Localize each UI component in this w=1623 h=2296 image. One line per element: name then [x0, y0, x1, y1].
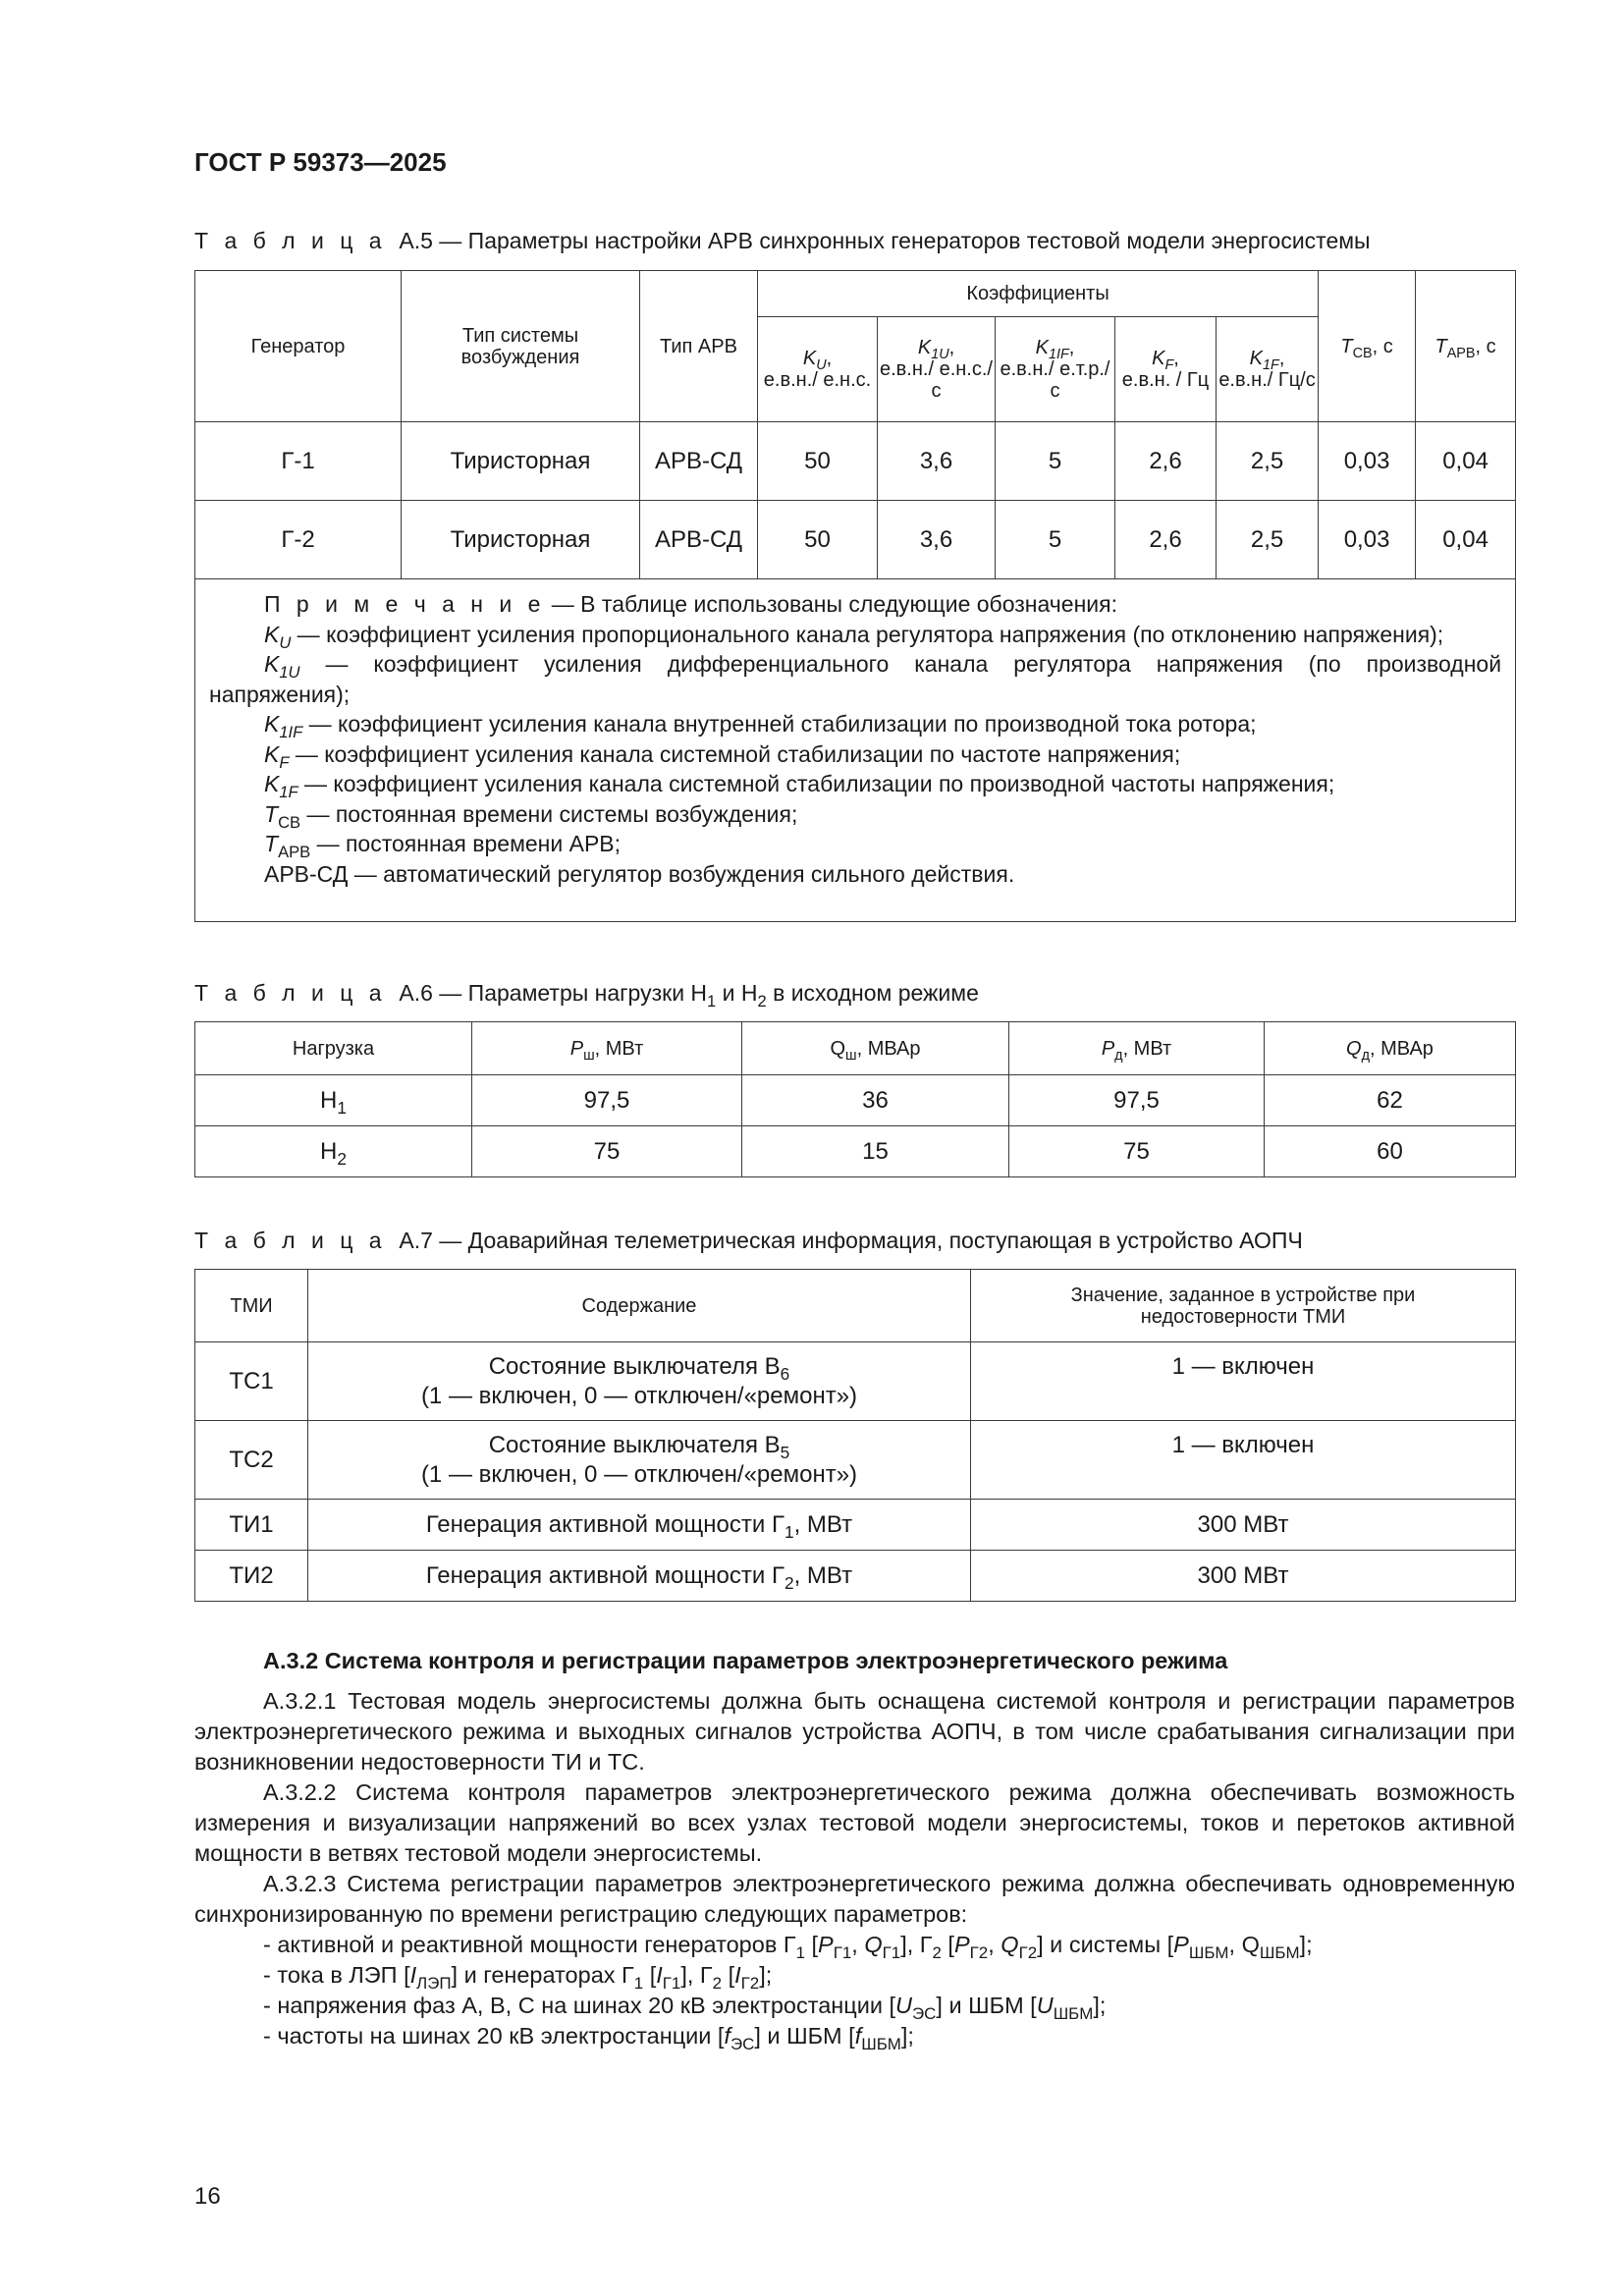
header-content: Содержание: [308, 1270, 971, 1342]
table-header-row: [195, 1270, 1516, 1342]
cell-content: Состояние выключателя $В_5$ (1 — включен, 0 — отключен/«ремонт»): [308, 1421, 971, 1500]
list-item: - активной и реактивной мощности генераторов $Г_1$ [$P_{Г1}$, $Q_{Г1}$], $Г_2$ [$P_{Г2}$, $Q_{Г2}$] и системы [$P_{ШБМ}$, $Q_{ШБМ}$];: [263, 1932, 1313, 1962]
note-ku: $K_U$ — коэффициент усиления пропорционального канала регулятора напряжения (по отклонению напряжения);: [264, 621, 1444, 652]
table-row: [195, 1421, 1516, 1500]
cell-kf: 2,6: [1115, 422, 1217, 501]
header-qd: $Q_д$, МВАр: [1265, 1022, 1516, 1075]
cell-ku: 50: [758, 422, 878, 501]
table-row: [195, 422, 1516, 501]
cell-generator: Г-2: [195, 501, 402, 579]
section-heading: А.3.2 Система контроля и регистрации параметров электроэнергетического режима: [263, 1648, 1228, 1673]
list-item: - напряжения фаз А, В, С на шинах 20 кВ электростанции $[U_{ЭС}]$ и ШБМ $[U_{ШБМ}]$;: [263, 1993, 1107, 2023]
table-caption-text: А.5 — Параметры настройки АРВ синхронных генераторов тестовой модели энергосистемы: [399, 228, 1371, 253]
table-note: П р и м е ч а н и е — В таблице использованы следующие обозначения: $K_U$ — коэффициент усиления пропорционального канала регулятора напряжения (по отклонению напряжения); $K_{1U}$ — коэффициент усиления дифференциального канала регулятора напряжения (по производной напряжения); $K_{1IF}$ — коэффициент усиления канала внутренней стабилизации по производной тока ротора; $K_F$ — коэффициент усиления канала системной стабилизации по частоте напряжения; $K_{1F}$ — коэффициент усиления канала системной стабилизации по производной частоты напряжения; $T_{СВ}$ — постоянная времени системы возбуждения; $T_{АРВ}$ — постоянная времени АРВ; АРВ-СД — автоматический регулятор возбуждения сильного действия.: [195, 579, 1516, 922]
cell-value: 300 МВт: [971, 1500, 1516, 1551]
table-header-row: [195, 1022, 1516, 1075]
cell-kf: 2,6: [1115, 501, 1217, 579]
cell-arv: АРВ-СД: [640, 501, 758, 579]
cell-content: Состояние выключателя $В_6$ (1 — включен, 0 — отключен/«ремонт»): [308, 1342, 971, 1421]
paragraph: А.3.2.1 Тестовая модель энергосистемы должна быть оснащена системой контроля и регистрации параметров электроэнергетического режима и выходных сигналов устройства АОПЧ, в том числе срабатывания сигнализации при возникновении недостоверности ТИ и ТС.: [194, 1688, 1515, 1775]
note-k1f: $K_{1F}$ — коэффициент усиления канала системной стабилизации по производной частоты напряжения;: [264, 771, 1335, 801]
note-tsv: $T_{СВ}$ — постоянная времени системы возбуждения;: [264, 800, 798, 832]
list-item: - тока в ЛЭП $[I_{ЛЭП}]$ и генераторах $Г_1$ $[I_{Г1}]$, $Г_2$ $[I_{Г2}]$;: [263, 1962, 773, 1993]
header-ku: $K_U$, е.в.н./ е.н.с.: [758, 317, 878, 422]
table-note-row: [195, 579, 1516, 922]
note-label: П р и м е ч а н и е: [264, 591, 546, 617]
header-k1u: $K_{1U}$, е.в.н./ е.н.с./с: [878, 317, 996, 422]
cell-tsv: 0,03: [1319, 422, 1416, 501]
header-tarv: $T_{АРВ}$, с: [1416, 271, 1516, 422]
table-caption-prefix: Т а б л и ц а: [194, 228, 387, 253]
section-body: [194, 1646, 1515, 2051]
cell-tsv: 0,03: [1319, 501, 1416, 579]
header-arv-type: Тип АРВ: [640, 271, 758, 422]
cell-generator: Г-1: [195, 422, 402, 501]
cell-tmi: ТС2: [195, 1421, 308, 1500]
cell-pd: 97,5: [1009, 1075, 1265, 1126]
header-kf: $K_F$, е.в.н. / Гц: [1115, 317, 1217, 422]
cell-qsh: 15: [742, 1126, 1009, 1177]
table-row: [195, 1126, 1516, 1177]
table-row: [195, 1551, 1516, 1602]
header-coefficients: Коэффициенты: [758, 271, 1319, 317]
header-value: Значение, заданное в устройстве при недостоверности ТМИ: [971, 1270, 1516, 1342]
table-a5: [194, 270, 1516, 922]
cell-k1u: 3,6: [878, 422, 996, 501]
table-a6-caption: Т а б л и ц а А.6 — Параметры нагрузки $Н_1$ и $Н_2$ в исходном режиме: [194, 980, 979, 1011]
header-pd: $P_д$, МВт: [1009, 1022, 1265, 1075]
table-row: [195, 1342, 1516, 1421]
cell-load: $Н_2$: [195, 1126, 472, 1177]
cell-ku: 50: [758, 501, 878, 579]
paragraph: А.3.2.3 Система регистрации параметров электроэнергетического режима должна обеспечивать одновременную синхронизированную по времени регистрацию следующих параметров:: [194, 1871, 1515, 1927]
table-header-row: [195, 271, 1516, 317]
cell-k1if: 5: [996, 422, 1115, 501]
cell-k1u: 3,6: [878, 501, 996, 579]
cell-k1f: 2,5: [1217, 501, 1319, 579]
note-k1if: $K_{1IF}$ — коэффициент усиления канала внутренней стабилизации по производной тока ротора;: [264, 711, 1257, 741]
header-k1if: $K_{1IF}$, е.в.н./ е.т.р./с: [996, 317, 1115, 422]
table-row: [195, 1500, 1516, 1551]
note-arvsd: АРВ-СД — автоматический регулятор возбуждения сильного действия.: [264, 860, 1015, 887]
document-header: ГОСТ Р 59373—2025: [194, 147, 447, 177]
paragraph: А.3.2.2 Система контроля параметров электроэнергетического режима должна обеспечивать возможность измерения и визуализации напряжений во всех узлах тестовой модели энергосистемы, токов и перетоков активной мощности в ветвях тестовой модели энергосистемы.: [194, 1779, 1515, 1866]
cell-value: 300 МВт: [971, 1551, 1516, 1602]
cell-tmi: ТС1: [195, 1342, 308, 1421]
cell-excitation: Тиристорная: [402, 422, 640, 501]
cell-load: $Н_1$: [195, 1075, 472, 1126]
cell-k1f: 2,5: [1217, 422, 1319, 501]
cell-qd: 60: [1265, 1126, 1516, 1177]
table-row: [195, 501, 1516, 579]
cell-k1if: 5: [996, 501, 1115, 579]
cell-qsh: 36: [742, 1075, 1009, 1126]
table-a5-caption: [194, 228, 1371, 254]
cell-content: Генерация активной мощности $Г_2$, МВт: [308, 1551, 971, 1602]
table-a7: [194, 1269, 1516, 1602]
cell-excitation: Тиристорная: [402, 501, 640, 579]
cell-psh: 75: [472, 1126, 742, 1177]
cell-psh: 97,5: [472, 1075, 742, 1126]
note-k1u: $K_{1U}$ — коэффициент усиления дифференциального канала регулятора напряжения (по производной напряжения);: [209, 651, 1502, 707]
cell-arv: АРВ-СД: [640, 422, 758, 501]
cell-tarv: 0,04: [1416, 501, 1516, 579]
cell-value: 1 — включен: [971, 1342, 1516, 1421]
page-number: 16: [194, 2183, 221, 2210]
header-qsh: $Q_ш$, МВАр: [742, 1022, 1009, 1075]
note-tarv: $T_{АРВ}$ — постоянная времени АРВ;: [264, 831, 622, 861]
header-tsv: $T_{СВ}$, с: [1319, 271, 1416, 422]
cell-value: 1 — включен: [971, 1421, 1516, 1500]
cell-tmi: ТИ1: [195, 1500, 308, 1551]
cell-tarv: 0,04: [1416, 422, 1516, 501]
cell-content: Генерация активной мощности $Г_1$, МВт: [308, 1500, 971, 1551]
header-generator: Генератор: [195, 271, 402, 422]
list-item: - частоты на шинах 20 кВ электростанции $[f_{ЭС}]$ и ШБМ $[f_{ШБМ}]$;: [263, 2023, 914, 2053]
header-tmi: ТМИ: [195, 1270, 308, 1342]
cell-tmi: ТИ2: [195, 1551, 308, 1602]
header-excitation-type: Тип системы возбуждения: [402, 271, 640, 422]
cell-qd: 62: [1265, 1075, 1516, 1126]
cell-pd: 75: [1009, 1126, 1265, 1177]
note-kf: $K_F$ — коэффициент усиления канала системной стабилизации по частоте напряжения;: [264, 740, 1181, 772]
table-a6: [194, 1021, 1516, 1177]
header-psh: $P_ш$, МВт: [472, 1022, 742, 1075]
table-a7-caption: Т а б л и ц а А.7 — Доаварийная телеметрическая информация, поступающая в устройство АОПЧ: [194, 1228, 1303, 1253]
header-load: Нагрузка: [195, 1022, 472, 1075]
table-row: [195, 1075, 1516, 1126]
header-k1f: $K_{1F}$, е.в.н./ Гц/с: [1217, 317, 1319, 422]
